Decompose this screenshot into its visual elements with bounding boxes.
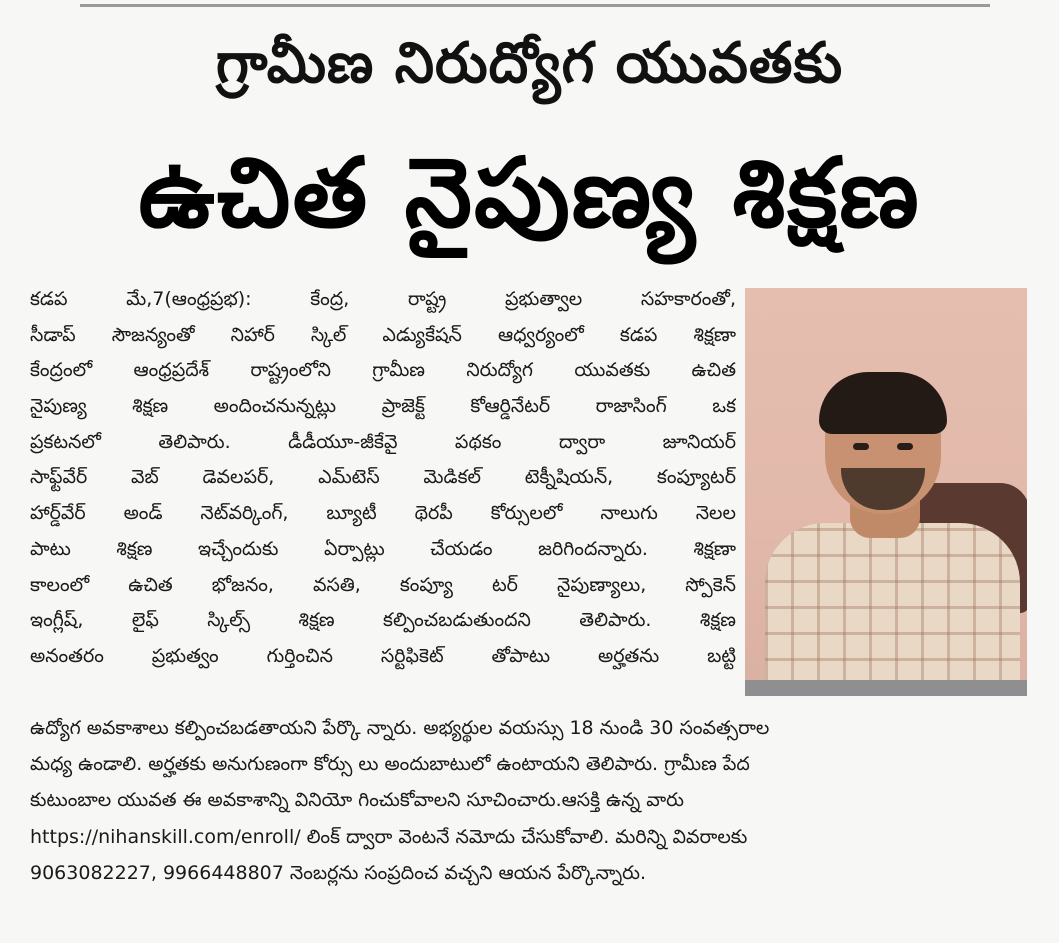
top-rule xyxy=(80,4,990,7)
hair xyxy=(819,372,947,434)
body-line: మధ్య ఉండాలి. అర్హతకు అనుగుణంగా కోర్సు లు అందుబాటులో ఉంటాయని తెలిపారు. గ్రామీణ పేద xyxy=(30,753,750,776)
enroll-link-line: https://nihanskill.com/enroll/ లింక్ ద్వారా వెంటనే నమోదు చేసుకోవాలి. మరిన్ని వివరాలకు xyxy=(30,825,748,848)
body-line: ఉద్యోగ అవకాశాలు కల్పించబడతాయని పేర్కొ న్నారు. అభ్యర్థుల వయస్సు 18 నుండి 30 సంవత్సరాల xyxy=(30,717,770,739)
body-line: అనంతరం ప్రభుత్వం గుర్తించిన సర్టిఫికెట్ తోపాటు అర్హతను బట్టి xyxy=(30,644,736,667)
main-headline: ఉచిత నైపుణ్య శిక్షణ xyxy=(138,137,921,249)
body-line: నైపుణ్య శిక్షణ అందించనున్నట్లు ప్రాజెక్ట్ కోఆర్డినేటర్ రాజాసింగ్ ఒక xyxy=(30,395,736,418)
body-line: కాలంలో ఉచిత భోజనం, వసతి, కంప్యూ టర్ నైపుణ్యాలు, స్పోకెన్ xyxy=(30,573,736,596)
body-line: సీడాప్ సౌజన్యంతో నిహార్ స్కిల్ ఎడ్యుకేషన్ ఆధ్వర్యంలో కడప శిక్షణా xyxy=(30,323,736,346)
kicker-headline: గ్రామీణ నిరుద్యోగ యువతకు xyxy=(215,31,844,96)
body-line: ఇంగ్లీష్, లైఫ్ స్కిల్స్ శిక్షణ కల్పించబడుతుందని తెలిపారు. శిక్షణ xyxy=(30,609,736,632)
body-line: సాఫ్ట్‌వేర్ వెబ్ డెవలపర్, ఎమ్‌టెస్ మెడికల్ టెక్నీషియన్, కంప్యూటర్ xyxy=(30,466,736,489)
body-line: కుటుంబాల యువత ఈ అవకాశాన్ని వినియో గించుకోవాలని సూచించారు.ఆసక్తి ఉన్న వారు xyxy=(30,789,684,812)
person-photo xyxy=(745,288,1027,696)
body-line: కేంద్రంలో ఆంధ్రప్రదేశ్ రాష్ట్రంలోని గ్రామీణ నిరుద్యోగ యువతకు ఉచిత xyxy=(30,359,736,382)
contact-numbers-line: 9063082227, 9966448807 నెంబర్లను సంప్రదించ వచ్చని ఆయన పేర్కొన్నారు. xyxy=(30,861,647,884)
body-line: హార్డ్‌వేర్ అండ్ నెట్‌వర్కింగ్, బ్యూటీ థెరపీ కోర్సులలో నాలుగు నెలల xyxy=(30,502,736,525)
body-line: కడప మే,7(ఆంధ్రప్రభ): కేంద్ర, రాష్ట్ర ప్రభుత్వాల సహకారంతో, xyxy=(30,288,736,310)
article-body-upper xyxy=(30,282,736,675)
desk xyxy=(745,680,1027,696)
body-line: పాటు శిక్షణ ఇచ్చేందుకు ఏర్పాట్లు చేయడం జరిగిందన్నారు. శిక్షణా xyxy=(30,537,736,560)
checked-shirt xyxy=(765,523,1020,696)
body-line: ప్రకటనలో తెలిపారు. డీడీయూ-జీకేవై పథకం ద్వారా జూనియర్ xyxy=(30,430,736,453)
article-body-lower xyxy=(30,710,1030,891)
